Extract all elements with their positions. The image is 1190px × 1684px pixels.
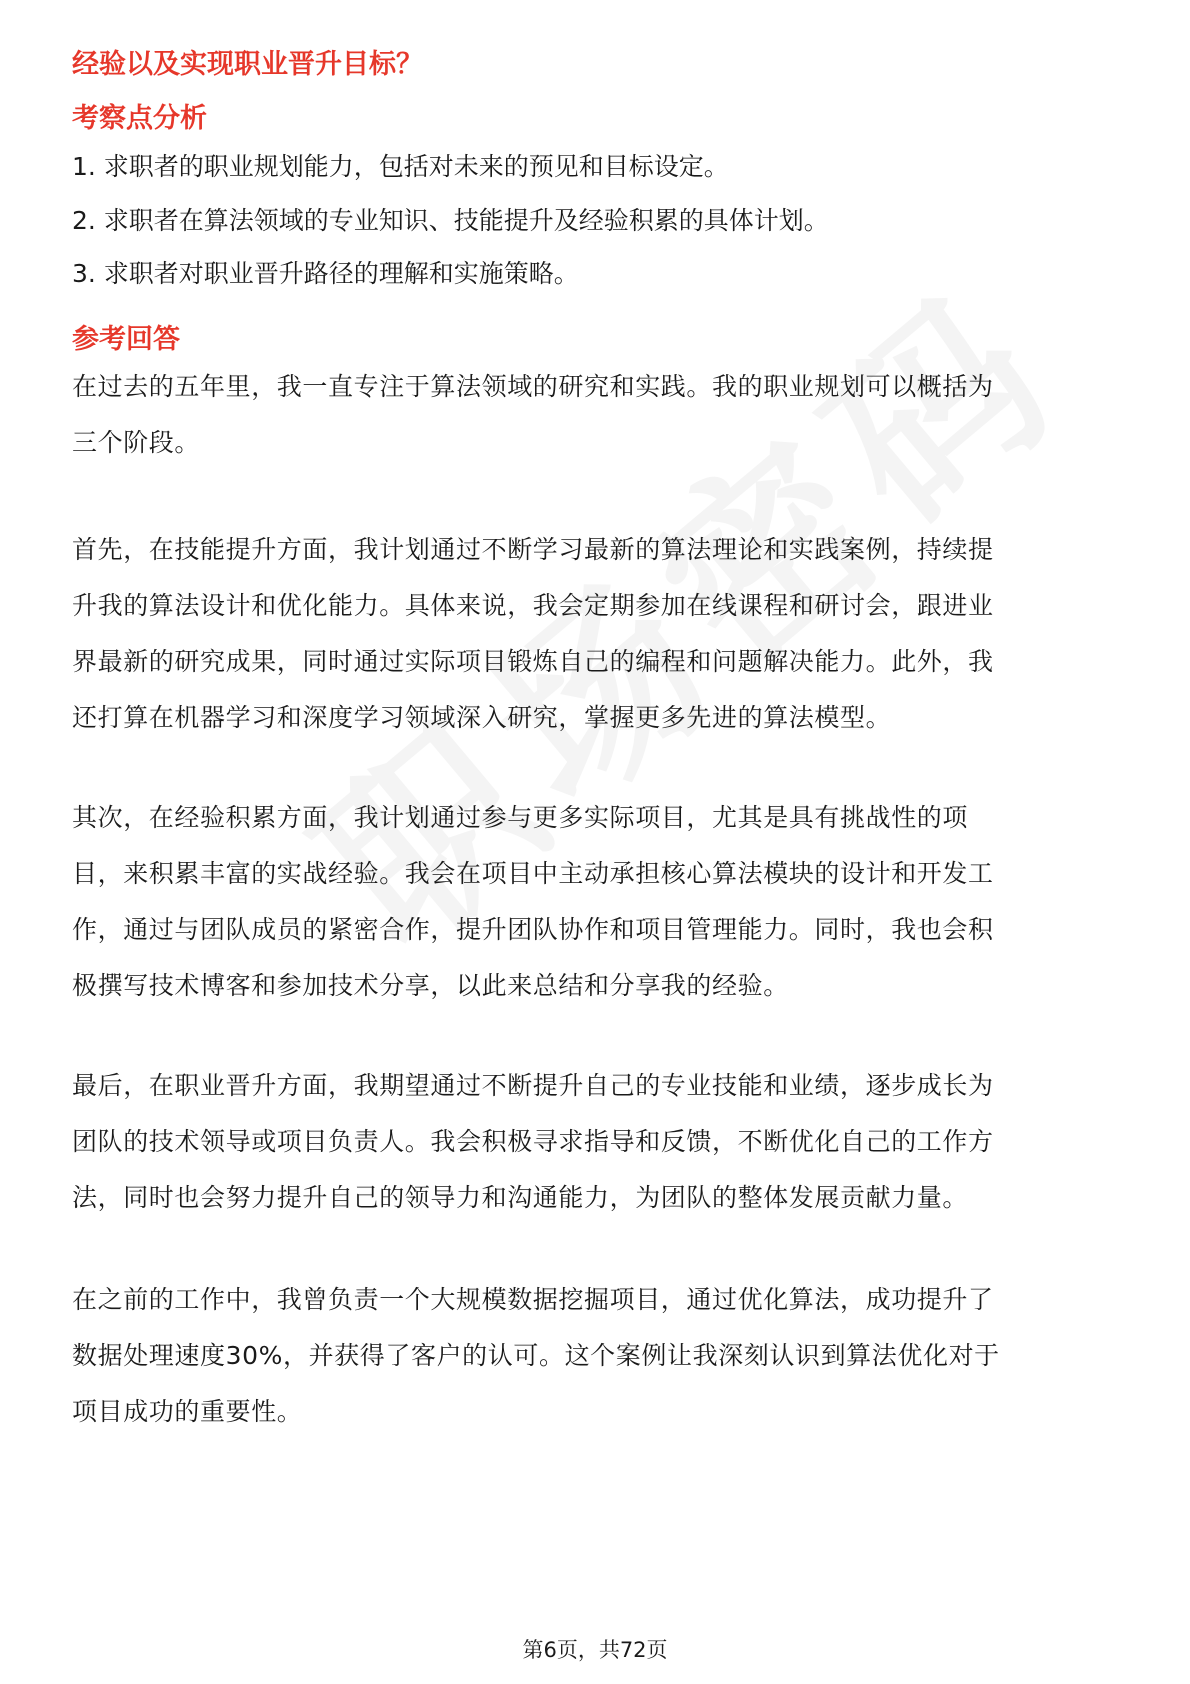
question-fragment-heading: 经验以及实现职业晋升目标？ bbox=[72, 49, 423, 80]
paragraph-line: 界最新的研究成果，同时通过实际项目锻炼自己的编程和问题解决能力。此外，我 bbox=[72, 647, 994, 676]
answer-paragraph bbox=[72, 522, 1118, 746]
paragraph-line: 其次，在经验积累方面，我计划通过参与更多实际项目，尤其是具有挑战性的项 bbox=[72, 803, 969, 832]
answer-heading: 参考回答 bbox=[72, 324, 180, 355]
analysis-item: 2. 求职者在算法领域的专业知识、技能提升及经验积累的具体计划。 bbox=[72, 206, 829, 235]
answer-paragraph bbox=[72, 359, 1118, 471]
paragraph-line: 目，来积累丰富的实战经验。我会在项目中主动承担核心算法模块的设计和开发工 bbox=[72, 859, 994, 888]
document-page bbox=[72, 0, 1118, 1684]
analysis-item: 1. 求职者的职业规划能力，包括对未来的预见和目标设定。 bbox=[72, 152, 729, 181]
paragraph-line: 作，通过与团队成员的紧密合作，提升团队协作和项目管理能力。同时，我也会积 bbox=[72, 915, 994, 944]
paragraph-line: 数据处理速度30%，并获得了客户的认可。这个案例让我深刻认识到算法优化对于 bbox=[72, 1341, 1000, 1370]
paragraph-line: 首先，在技能提升方面，我计划通过不断学习最新的算法理论和实践案例，持续提 bbox=[72, 535, 994, 564]
paragraph-line: 最后，在职业晋升方面，我期望通过不断提升自己的专业技能和业绩，逐步成长为 bbox=[72, 1071, 994, 1100]
paragraph-line: 三个阶段。 bbox=[72, 428, 201, 457]
paragraph-line: 项目成功的重要性。 bbox=[72, 1397, 303, 1426]
paragraph-line: 在过去的五年里，我一直专注于算法领域的研究和实践。我的职业规划可以概括为 bbox=[72, 372, 994, 401]
paragraph-line: 在之前的工作中，我曾负责一个大规模数据挖掘项目，通过优化算法，成功提升了 bbox=[72, 1285, 994, 1314]
paragraph-line: 团队的技术领导或项目负责人。我会积极寻求指导和反馈，不断优化自己的工作方 bbox=[72, 1127, 994, 1156]
paragraph-line: 极撰写技术博客和参加技术分享，以此来总结和分享我的经验。 bbox=[72, 971, 789, 1000]
paragraph-line: 升我的算法设计和优化能力。具体来说，我会定期参加在线课程和研讨会，跟进业 bbox=[72, 591, 994, 620]
analysis-item: 3. 求职者对职业晋升路径的理解和实施策略。 bbox=[72, 259, 579, 288]
answer-paragraph bbox=[72, 1272, 1118, 1440]
paragraph-line: 还打算在机器学习和深度学习领域深入研究，掌握更多先进的算法模型。 bbox=[72, 703, 892, 732]
paragraph-line: 法，同时也会努力提升自己的领导力和沟通能力，为团队的整体发展贡献力量。 bbox=[72, 1183, 969, 1212]
answer-paragraph bbox=[72, 790, 1118, 1014]
page-indicator: 第6页，共72页 bbox=[522, 1638, 668, 1662]
answer-paragraph bbox=[72, 1058, 1118, 1226]
analysis-heading: 考察点分析 bbox=[72, 103, 207, 134]
